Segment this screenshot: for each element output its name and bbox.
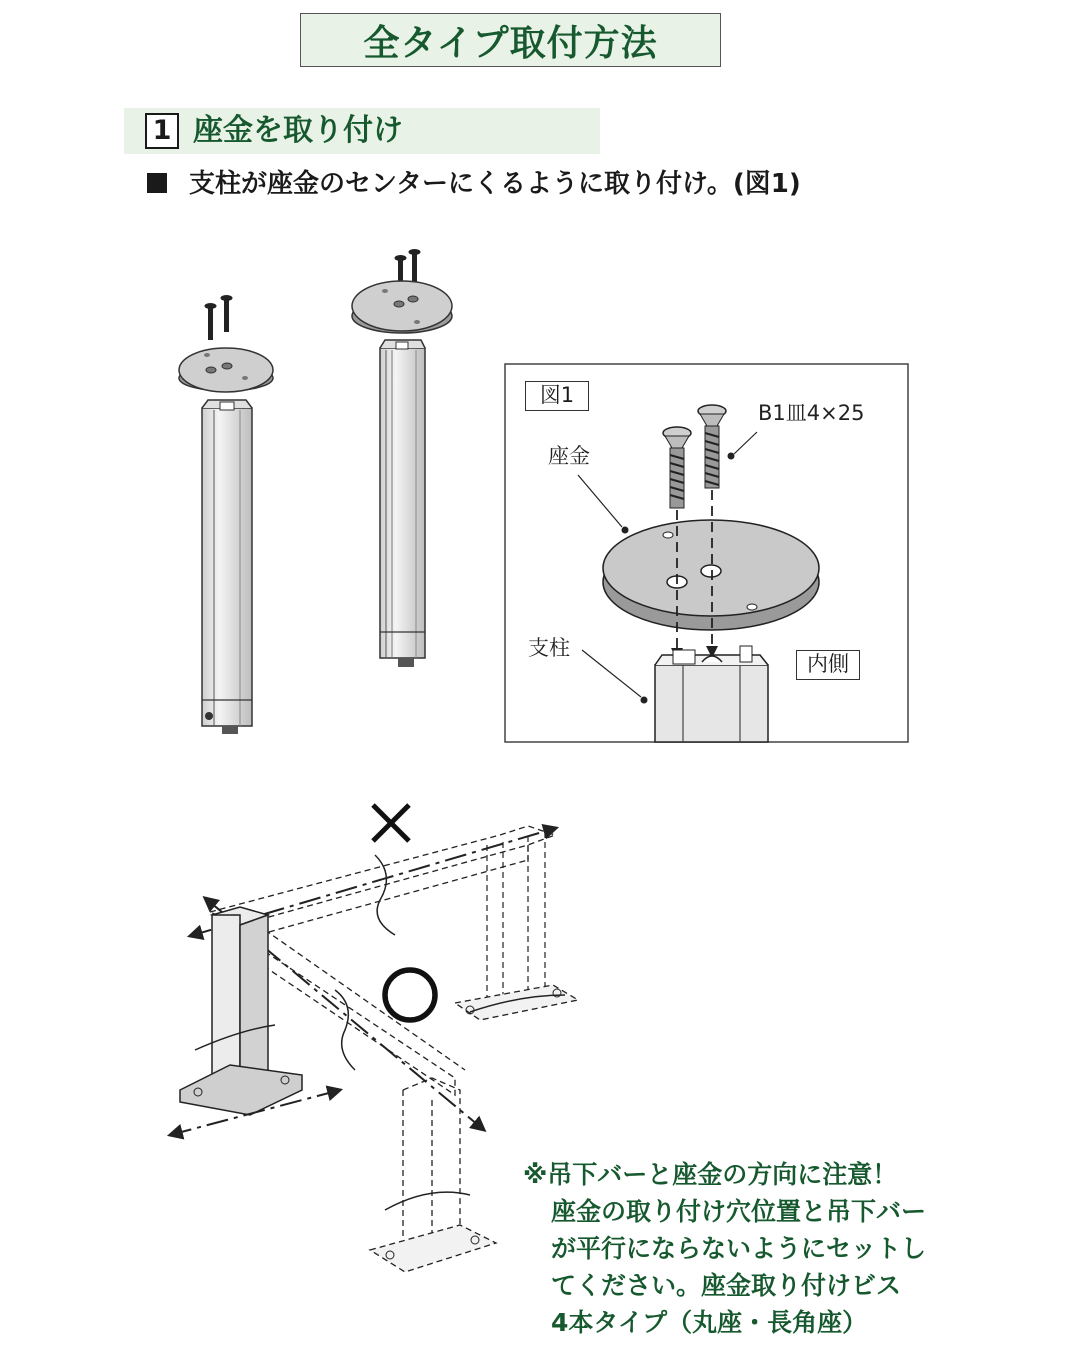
washer-icon <box>352 281 452 333</box>
screw-icon <box>205 295 233 340</box>
step-title: 座金を取り付け <box>193 113 403 148</box>
screw-label: B1皿4×25 <box>758 401 865 425</box>
post-assembly-left <box>179 295 273 734</box>
washer-icon <box>179 348 273 392</box>
page-title: 全タイプ取付方法 <box>363 22 658 64</box>
figure1-tag: 図1 <box>525 381 589 411</box>
post-left-icon <box>202 400 252 734</box>
note-line: が平行にならないようにセットし <box>551 1234 927 1263</box>
wrong-mark-icon <box>373 805 409 841</box>
note-line: ※吊下バーと座金の方向に注意！ <box>523 1160 898 1189</box>
post-label: 支柱 <box>528 636 570 660</box>
washer-detail-icon <box>603 520 819 630</box>
post-detail-icon <box>655 646 768 742</box>
note-line: てください。座金取り付けビス <box>551 1271 902 1300</box>
hanging-bar-diagram <box>170 805 578 1272</box>
post-assembly-right <box>352 249 452 667</box>
inside-label: 内側 <box>796 650 860 680</box>
step-number: 1 <box>145 113 179 149</box>
washer-label: 座金 <box>548 444 590 468</box>
instruction-text: 支柱が座金のセンターにくるように取り付け。(図1) <box>189 169 801 199</box>
caution-note <box>523 1156 993 1341</box>
note-line: 4本タイプ（丸座・長角座） <box>551 1308 868 1337</box>
note-line: 座金の取り付け穴位置と吊下バー <box>551 1197 927 1226</box>
post-front-left-icon <box>180 907 302 1115</box>
correct-mark-icon <box>385 970 435 1020</box>
post-right-icon <box>380 340 425 667</box>
